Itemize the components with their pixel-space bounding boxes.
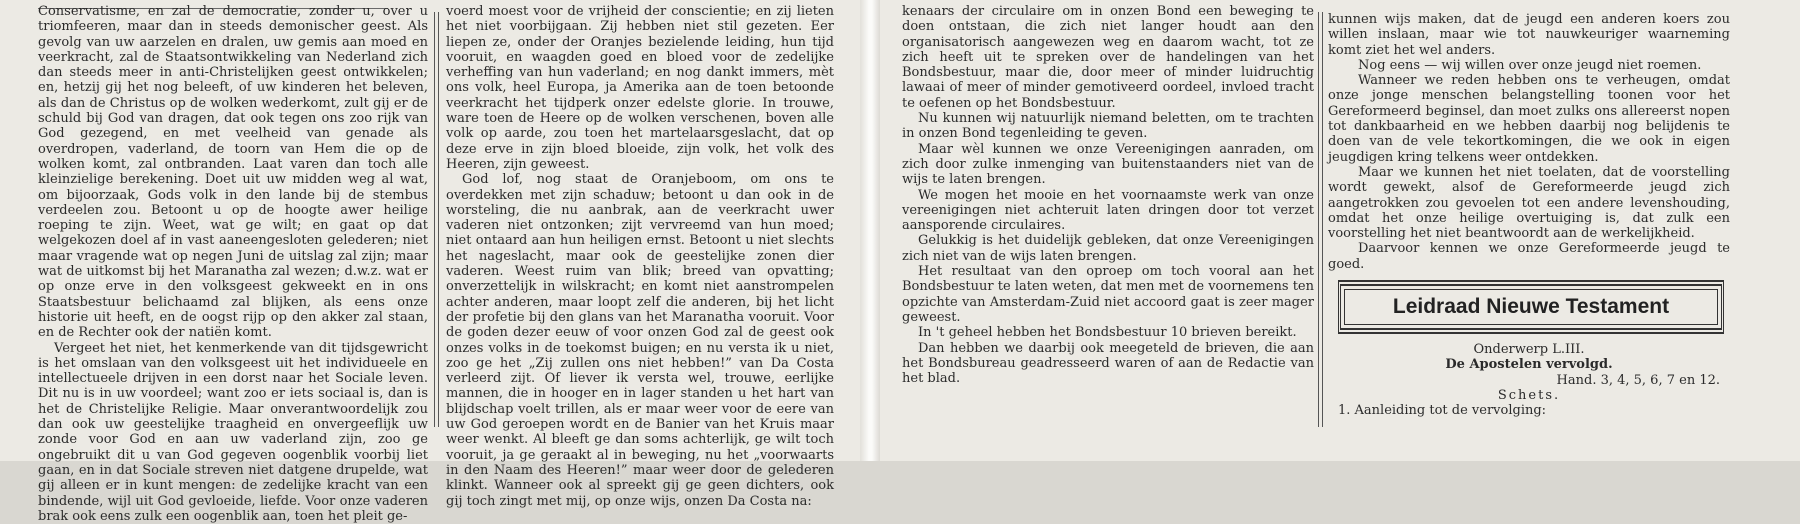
page-gutter xyxy=(860,0,880,461)
schets-heading: Schets. xyxy=(1497,387,1561,403)
paragraph: Conservatisme, en zal de democratie, zonder u, over u triomfeeren, maar dan in steeds demonischer geest. Als gevolg van uw aarzelen en dralen, uw gemis aan moed en veerkracht, zal de Staatsontwikkeling van Nederland zich dan steeds meer in anti-Christelijken geest ontwikkelen; en, hetzij gij het nog beleeft, of uw kinderen het beleven, als dan de Christus op de wolken wederkomt, zult gij er de schuld bij God van dragen, dat ook tegen ons zoo rijk van God gezegend, en met veelheid van genade als overdropen, vaderland, de toorn van Hem die op de wolken komt, zal ontbranden. Laat varen dan toch alle kleinzielige berekening. Doet uit uw midden weg al wat, om bijoorzaak, Gods volk in den lande bij de stembus verdeelen zou. Betoont u op de hoogte awer heilige roeping te zijn. Weet, wat ge wilt; en gaat op dat welgekozen doel af in vast aaneengesloten gelederen; niet maar vragende wat op negen Juni de uitslag zal zijn; maar wat de uitkomst bij het Maranatha zal wezen; d.w.z. wat er op onze erve in den volksgeest gekweekt en in ons Staatsbestuur belichaamd zal blijken, als eens onze historie uit heeft, en de oogst rijp op den akker zal staan, en de Rechter ook der natiën komt. xyxy=(38,4,428,341)
scripture-reference: Hand. 3, 4, 5, 6, 7 en 12. xyxy=(1556,372,1720,388)
outline-item: 1. Aanleiding tot de vervolging: xyxy=(1338,403,1547,419)
left-page xyxy=(0,0,860,524)
paragraph: kenaars der circulaire om in onzen Bond een beweging te doen ontstaan, die zich niet langer houdt aan den organisatorisch aangewezen weg en daarom wacht, tot ze zich heeft uit te spreken over de handelingen van het Bondsbestuur, maar die, door meer of minder luidruchtig lawaai of meer of minder gemotiveerd oordeel, invloed tracht te oefenen op het Bondsbestuur. xyxy=(902,4,1314,111)
section-title: Leidraad Nieuwe Testament xyxy=(1344,289,1718,325)
paragraph: Vergeet het niet, het kenmerkende van dit tijdsgewricht is het omslaan van den volksgeest uit het individueele en intellectueele drijven in een dorst naar het Sociale leven. Dit nu is in uw voordeel; want zoo er iets sociaal is, dan is het de Christelijke Religie. Maar onverantwoordelijk zou dan ook uw geestelijke traagheid en onvergeeflijk uw zonde voor God en aan uw vaderland zijn, zoo ge ongebruikt dit u van God gegeven oogenblik voorbij liet gaan, en in dat Sociale streven niet datgene drupelde, wat gij alleen er in kunt mengen: de zedelijke kracht van een bindende, wijl uit God gevloeide, liefde. Voor onze vaderen brak ook eens zulk een oogenblik aan, toen het pleit ge- xyxy=(38,340,428,524)
paragraph: Daarvoor kennen we onze Gereformeerde jeugd te goed. xyxy=(1328,241,1730,272)
paragraph: We mogen het mooie en het voornaamste werk van onze vereenigingen niet achteruit laten dringen door tot verzet aansporende circulaires. xyxy=(902,187,1314,234)
paragraph: In 't geheel hebben het Bondsbestuur 10 brieven bereikt. xyxy=(918,325,1297,341)
paragraph: God lof, nog staat de Oranjeboom, om ons te overdekken met zijn schaduw; betoont u dan ook in de worsteling, die nu aanbrak, aan de veerkracht uwer vaderen niet ontzonken; zijt vervreemd van hun moed; niet ontaard aan hun heiligen ernst. Betoont u niet slechts het nageslacht, maar ook de geestelijke zonen dier vaderen. Weest ruim van blik; breed van opvatting; onverzettelijk in wilskracht; en komt niet aanstrompelen achter anderen, maar loopt zelf die anderen, bij het licht der profetie bij den glans van het Maranatha vooruit. Voor de goden dezer eeuw of voor onzen God zal de geest ook onzes volks in de toekomst buigen; en nu versta ik u niet, zoo ge het „Zij zullen ons niet hebben!” van Da Costa verleerd zijt. Of liever ik versta wel, trouwe, eerlijke mannen, die in hooger en in lager standen u het hart van blijdschap voelt trillen, als er maar weer voor de eere van uw God geroepen wordt en de Banier van het Kruis maar weer wenkt. Al bleeft ge dan soms achterlijk, ge wilt toch vooruit, ja ge geraakt al in beweging, nu het „voorwaarts in den Naam des Heeren!” maar weer door de gelederen klinkt. Wanneer ook al spreekt gij ge geen dichters, ook gij toch zingt met mij, op onze wijs, onzen Da Costa na: xyxy=(446,172,834,509)
paragraph: Dan hebben we daarbij ook meegeteld de brieven, die aan het Bondsbureau geadresseerd waren of aan de Redactie van het blad. xyxy=(902,340,1314,387)
right-page xyxy=(880,0,1800,461)
paragraph: Wanneer we reden hebben ons te verheugen, omdat onze jonge menschen belangstelling toonen voor het Gereformeerd beginsel, dan moet zulks ons allereerst nopen tot dankbaarheid en we hebben daarbij nog belijdenis te doen van de vele tekortkomingen, die we ook in eigen jeugdigen kring telkens weer ontdekken. xyxy=(1328,73,1730,165)
section-title-box xyxy=(1338,280,1724,334)
subject-line: Onderwerp L.III. xyxy=(1473,342,1585,358)
paragraph: Maar wèl kunnen we onze Vereenigingen aanraden, om zich door zulke inmenging van buitenstaanders niet van de wijs te laten brengen. xyxy=(902,141,1314,188)
column-2 xyxy=(446,4,834,509)
paragraph: Nu kunnen wij natuurlijk niemand beletten, om te trachten in onzen Bond tegenleiding te geven. xyxy=(902,111,1314,142)
column-separator xyxy=(1318,12,1323,427)
column-1 xyxy=(38,4,428,524)
column-3 xyxy=(902,4,1314,461)
paragraph: Gelukkig is het duidelijk gebleken, dat onze Vereenigingen zich niet van de wijs laten brengen. xyxy=(902,233,1314,264)
paragraph: Maar we kunnen het niet toelaten, dat de voorstelling wordt gewekt, alsof de Gereformeerde jeugd zich aangetrokken zou gevoelen tot een andere levenshouding, omdat het onze heilige overtuiging is, dat zulk een voorstelling het niet beantwoordt aan de werkelijkheid. xyxy=(1328,164,1730,242)
column-4 xyxy=(1328,12,1730,461)
paragraph: kunnen wijs maken, dat de jeugd een anderen koers zou willen inslaan, maar wie tot nauwkeuriger waarneming komt ziet het wel anders. xyxy=(1328,12,1730,58)
paragraph: Nog eens — wij willen over onze jeugd niet roemen. xyxy=(1358,57,1702,73)
paragraph: Het resultaat van den oproep om toch vooral aan het Bondsbestuur te laten weten, dat men met de voornemens ten opzichte van Amsterdam-Zuid niet accoord gaat is zeer mager geweest. xyxy=(902,264,1314,325)
column-separator xyxy=(434,12,439,427)
subtitle: De Apostelen vervolgd. xyxy=(1445,357,1613,373)
paragraph: voerd moest voor de vrijheid der conscientie; en zij lieten het niet voorbijgaan. Zij hebben niet stil gezeten. Eer liepen ze, onder der Oranjes bezielende leiding, hun tijd vooruit, en waagden goed en bloed voor de zedelijke verheffing van hun vaderland; en nog dankt immers, mèt ons volk, heel Europa, ja Amerika aan de toen betoonde veerkracht het tijdperk onzer edelste glorie. In trouwe, ware toen de Heere op de wolken verschenen, boven alle volk op aarde, zou toen het martelaarsgeslacht, dat op deze erve in zijn bloed bloeide, zijn volk, het volk des Heeren, zijn geweest. xyxy=(446,4,834,172)
